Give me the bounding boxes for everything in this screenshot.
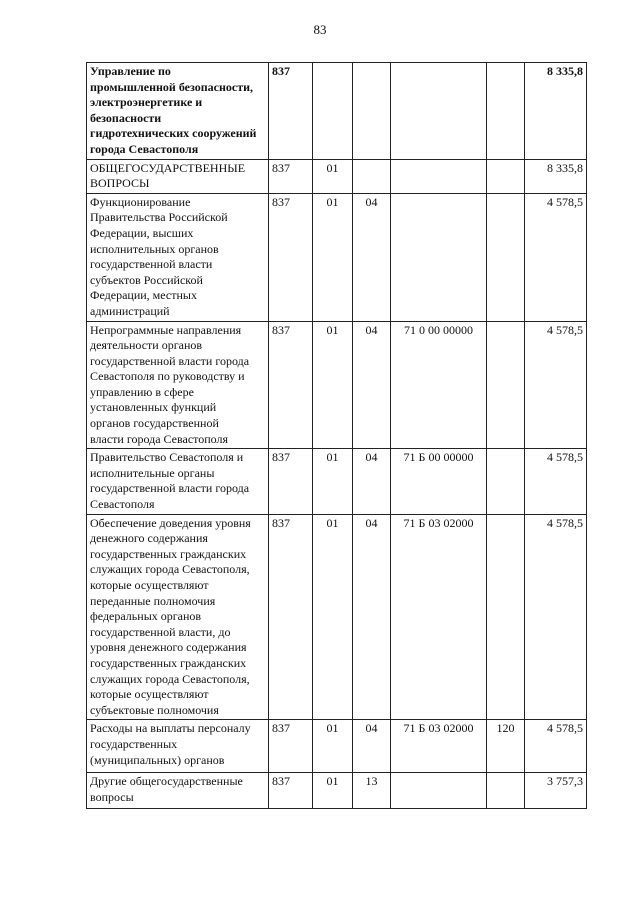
row-target-article: 71 Б 00 00000	[391, 449, 487, 514]
row-sum: 4 578,5	[525, 720, 587, 773]
row-section: 01	[313, 514, 353, 720]
row-name: Непрограммные направления деятельности органов государственной власти города Севастополя по руководству и управлению в сфере установленных функций органов государственной власти города Севастополя	[87, 321, 269, 449]
row-section	[313, 63, 353, 160]
row-sum: 3 757,3	[525, 773, 587, 809]
row-sum: 4 578,5	[525, 514, 587, 720]
row-ministry-code: 837	[269, 514, 313, 720]
row-sum: 4 578,5	[525, 321, 587, 449]
table-row	[87, 773, 587, 809]
row-name: Правительство Севастополя и исполнительные органы государственной власти города Севастополя	[87, 449, 269, 514]
row-target-article: 71 Б 03 02000	[391, 720, 487, 773]
row-section: 01	[313, 449, 353, 514]
row-sum: 8 335,8	[525, 159, 587, 193]
row-ministry-code: 837	[269, 773, 313, 809]
row-expense-type	[487, 514, 525, 720]
row-sum: 4 578,5	[525, 449, 587, 514]
budget-table	[86, 62, 587, 809]
row-subsection: 04	[353, 720, 391, 773]
row-subsection: 13	[353, 773, 391, 809]
row-subsection: 04	[353, 193, 391, 321]
row-expense-type	[487, 773, 525, 809]
row-section: 01	[313, 720, 353, 773]
row-subsection: 04	[353, 514, 391, 720]
row-sum: 4 578,5	[525, 193, 587, 321]
row-target-article: 71 Б 03 02000	[391, 514, 487, 720]
row-subsection: 04	[353, 449, 391, 514]
table-row	[87, 193, 587, 321]
row-subsection: 04	[353, 321, 391, 449]
row-section: 01	[313, 773, 353, 809]
row-name: Обеспечение доведения уровня денежного содержания государственных гражданских служащих города Севастополя, которые осуществляют переданные полномочия федеральных органов государственной власти, до уровня денежного содержания государственных гражданских служащих города Севастополя, которые осуществляют субъектовые полномочия	[87, 514, 269, 720]
row-expense-type	[487, 63, 525, 160]
table-row	[87, 514, 587, 720]
page-number: 83	[313, 22, 327, 37]
row-subsection	[353, 159, 391, 193]
row-ministry-code: 837	[269, 159, 313, 193]
table-row	[87, 159, 587, 193]
row-expense-type	[487, 449, 525, 514]
table-row	[87, 321, 587, 449]
row-section: 01	[313, 159, 353, 193]
row-target-article: 71 0 00 00000	[391, 321, 487, 449]
row-sum: 8 335,8	[525, 63, 587, 160]
row-name: ОБЩЕГОСУДАРСТВЕННЫЕ ВОПРОСЫ	[87, 159, 269, 193]
row-name: Другие общегосударственные вопросы	[87, 773, 269, 809]
table-row	[87, 63, 587, 160]
row-ministry-code: 837	[269, 63, 313, 160]
row-expense-type	[487, 193, 525, 321]
row-expense-type: 120	[487, 720, 525, 773]
row-ministry-code: 837	[269, 720, 313, 773]
row-ministry-code: 837	[269, 449, 313, 514]
row-name: Расходы на выплаты персоналу государственных (муниципальных) органов	[87, 720, 269, 773]
row-name: Функционирование Правительства Российской Федерации, высших исполнительных органов государственной власти субъектов Российской Федерации, местных администраций	[87, 193, 269, 321]
row-ministry-code: 837	[269, 193, 313, 321]
row-subsection	[353, 63, 391, 160]
row-target-article	[391, 63, 487, 160]
row-expense-type	[487, 159, 525, 193]
row-expense-type	[487, 321, 525, 449]
row-name: Управление по промышленной безопасности, электроэнергетике и безопасности гидротехнических сооружений города Севастополя	[87, 63, 269, 160]
row-section: 01	[313, 321, 353, 449]
row-ministry-code: 837	[269, 321, 313, 449]
table-row	[87, 449, 587, 514]
row-target-article	[391, 159, 487, 193]
table-row	[87, 720, 587, 773]
row-target-article	[391, 773, 487, 809]
row-target-article	[391, 193, 487, 321]
row-section: 01	[313, 193, 353, 321]
